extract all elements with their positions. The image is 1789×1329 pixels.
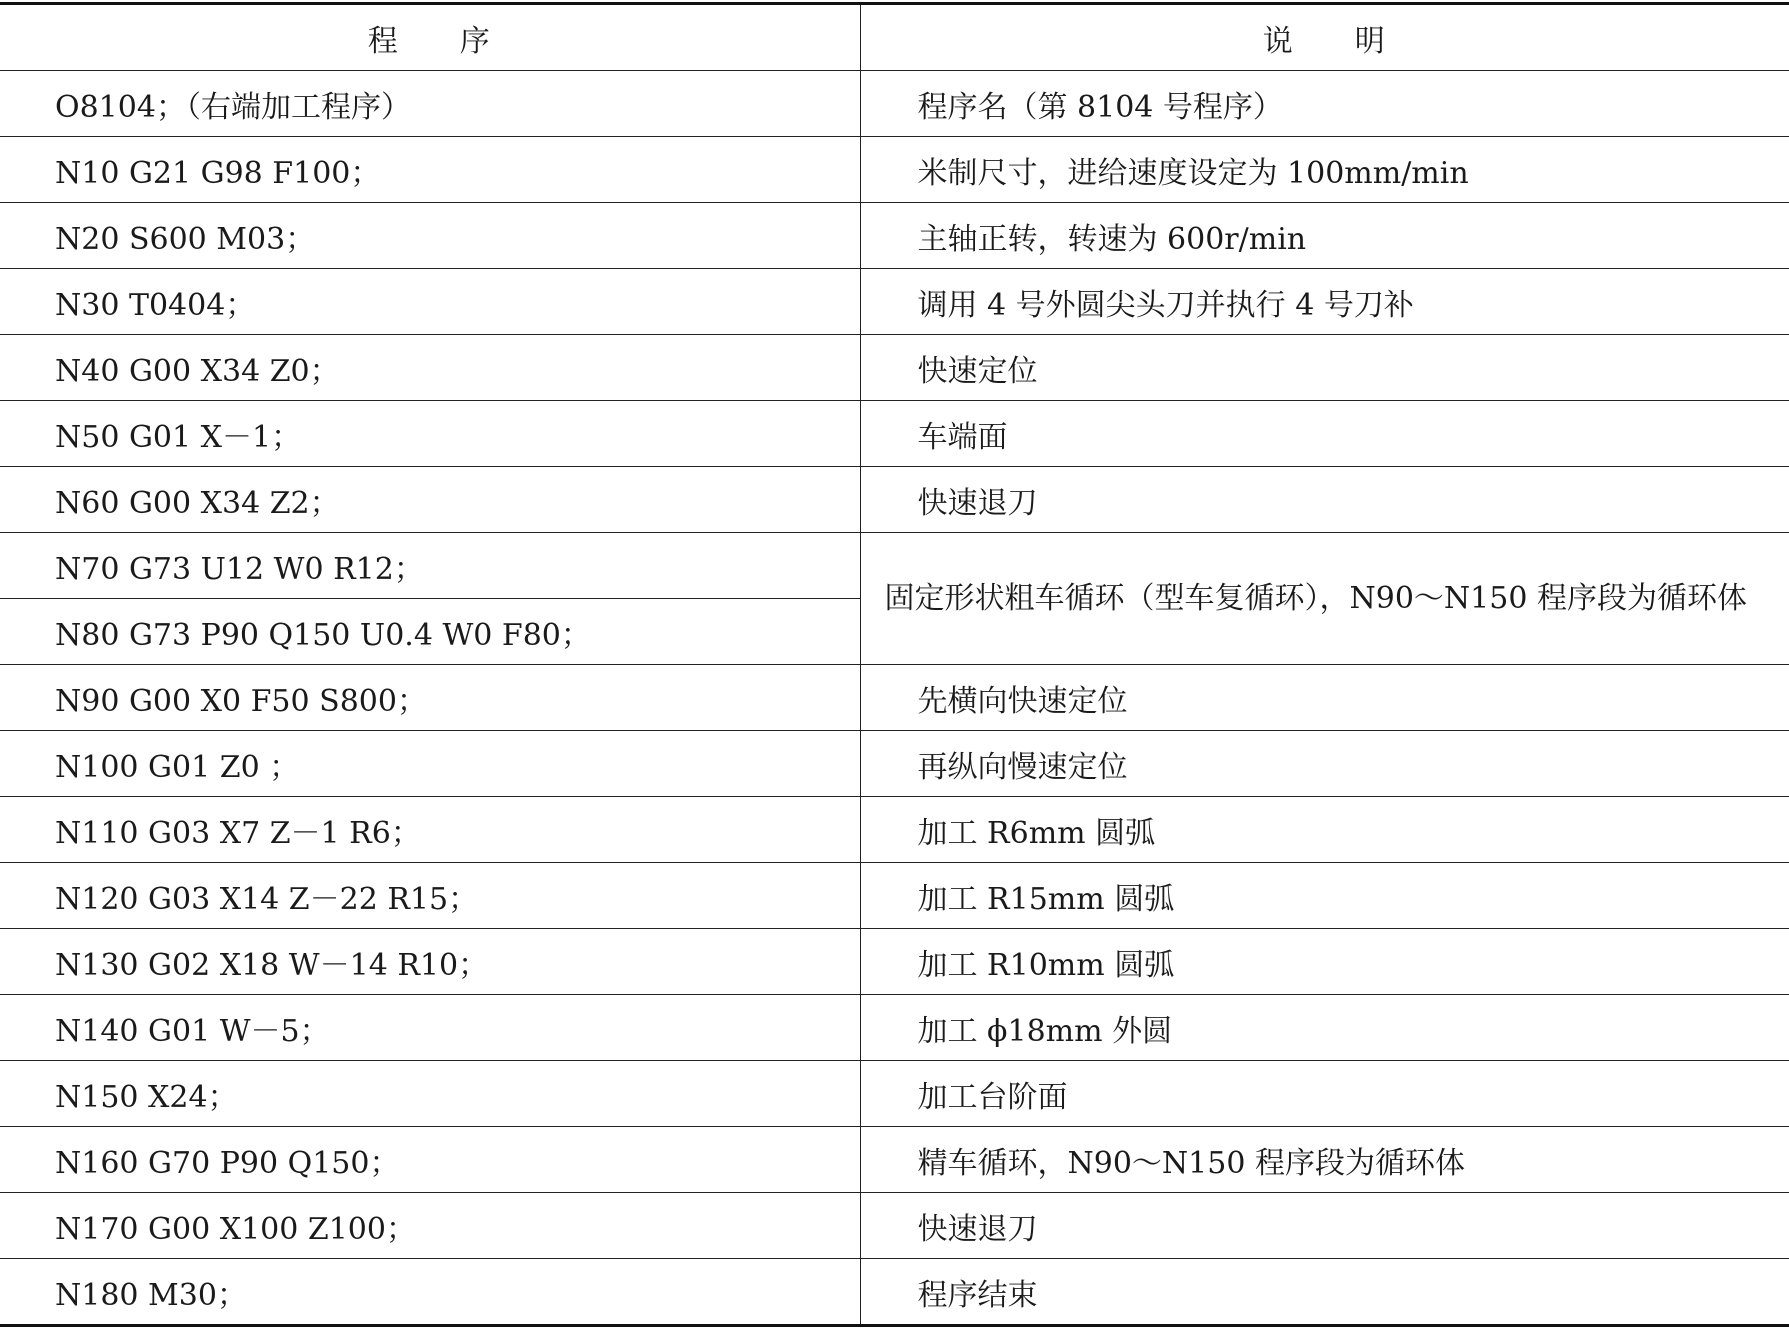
table-row — [0, 797, 1789, 863]
program-cell: N60 G00 X34 Z2； — [0, 467, 860, 533]
table-row — [0, 863, 1789, 929]
program-cell: N30 T0404； — [0, 269, 860, 335]
table-row — [0, 137, 1789, 203]
program-cell: N20 S600 M03； — [0, 203, 860, 269]
table-row — [0, 71, 1789, 137]
description-cell: 加工 R15mm 圆弧 — [860, 863, 1789, 929]
header-program-char-2: 序 — [459, 23, 492, 59]
description-cell: 加工 ϕ18mm 外圆 — [860, 995, 1789, 1061]
program-cell: N70 G73 U12 W0 R12； — [0, 533, 860, 599]
program-cell: N180 M30； — [0, 1259, 860, 1326]
program-cell: N80 G73 P90 Q150 U0.4 W0 F80； — [0, 599, 860, 665]
table-row — [0, 1259, 1789, 1326]
description-cell: 程序结束 — [860, 1259, 1789, 1326]
description-cell: 调用 4 号外圆尖头刀并执行 4 号刀补 — [860, 269, 1789, 335]
program-cell: O8104；（右端加工程序） — [0, 71, 860, 137]
table-row — [0, 665, 1789, 731]
header-desc-char-1: 说 — [1262, 23, 1295, 59]
table-row — [0, 1127, 1789, 1193]
program-cell: N160 G70 P90 Q150； — [0, 1127, 860, 1193]
table-row — [0, 533, 1789, 599]
header-program — [0, 4, 860, 71]
program-cell: N100 G01 Z0 ； — [0, 731, 860, 797]
description-cell: 程序名（第 8104 号程序） — [860, 71, 1789, 137]
program-cell: N150 X24； — [0, 1061, 860, 1127]
table-row — [0, 203, 1789, 269]
table-header-row — [0, 4, 1789, 71]
header-desc-char-2: 明 — [1354, 23, 1387, 59]
program-cell: N120 G03 X14 Z－22 R15； — [0, 863, 860, 929]
table-row — [0, 929, 1789, 995]
program-cell: N40 G00 X34 Z0； — [0, 335, 860, 401]
program-cell: N140 G01 W－5； — [0, 995, 860, 1061]
description-cell: 快速定位 — [860, 335, 1789, 401]
description-cell: 主轴正转，转速为 600r/min — [860, 203, 1789, 269]
description-cell: 加工 R6mm 圆弧 — [860, 797, 1789, 863]
program-cell: N170 G00 X100 Z100； — [0, 1193, 860, 1259]
table-row — [0, 1061, 1789, 1127]
table-row — [0, 731, 1789, 797]
table-row — [0, 467, 1789, 533]
description-cell-merged: 固定形状粗车循环（型车复循环），N90～N150 程序段为循环体 — [860, 533, 1789, 665]
table-row — [0, 401, 1789, 467]
description-cell: 快速退刀 — [860, 467, 1789, 533]
program-cell: N50 G01 X－1； — [0, 401, 860, 467]
program-table — [0, 2, 1789, 1327]
description-cell: 车端面 — [860, 401, 1789, 467]
program-cell: N110 G03 X7 Z－1 R6； — [0, 797, 860, 863]
description-cell: 加工 R10mm 圆弧 — [860, 929, 1789, 995]
program-cell: N90 G00 X0 F50 S800； — [0, 665, 860, 731]
table-row — [0, 335, 1789, 401]
program-cell: N10 G21 G98 F100； — [0, 137, 860, 203]
description-cell: 快速退刀 — [860, 1193, 1789, 1259]
header-program-char-1: 程 — [367, 23, 400, 59]
table-row — [0, 269, 1789, 335]
description-cell: 加工台阶面 — [860, 1061, 1789, 1127]
description-cell: 再纵向慢速定位 — [860, 731, 1789, 797]
program-cell: N130 G02 X18 W－14 R10； — [0, 929, 860, 995]
description-cell: 米制尺寸，进给速度设定为 100mm/min — [860, 137, 1789, 203]
table-row — [0, 1193, 1789, 1259]
header-description — [860, 4, 1789, 71]
description-cell: 精车循环，N90～N150 程序段为循环体 — [860, 1127, 1789, 1193]
description-cell: 先横向快速定位 — [860, 665, 1789, 731]
table-row — [0, 995, 1789, 1061]
